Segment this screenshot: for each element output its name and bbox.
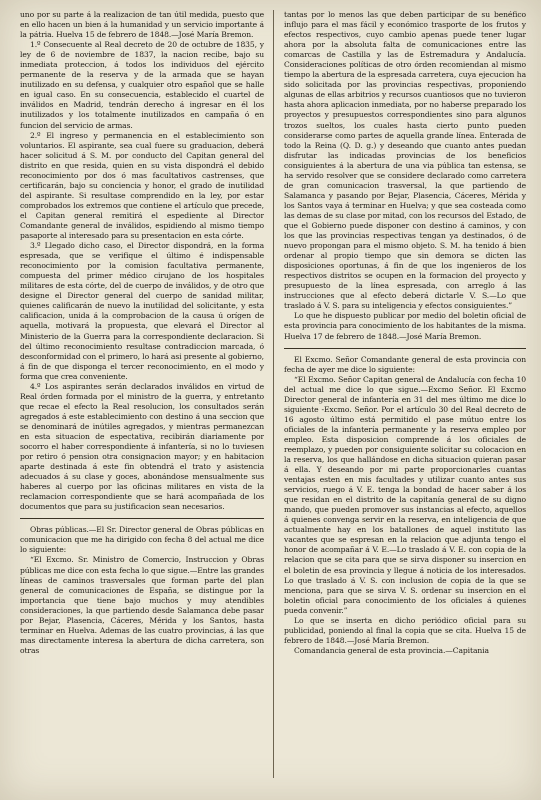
comandante-body: “El Excmo. Señor Capitan general de Andalucía con fecha 10 del actual me dice lo que sigue.—Excmo Señor. El Excmo Director general de infantería en 31 del mes último me dice lo siguiente -Excmo. Señor. Por el artículo 30 del Real decreto de 16 agosto último está permitido el pase mútuo entre los oficiales de la infantería permanente y la reserva empleo por empleo. Esta disposicion comprende á los oficiales de reemplazo, y pueden por consiguiente solicitar su colocacion en la reserva, los que hallándose en dicha situacion quieran pasar á ella. Y deseando por mi parte proporcionarles cuantas ventajas esten en mis facultades y utilizar cuanto antes sus servicios, ruego á V. E. tenga la bondad de hacer saber á los que residan en el distrito de la capitanía general de su digno mando, que pueden promover sus instancias al efecto, aquellos á quienes convenga servir en la reserva, en inteligencia de que actualmente hay en los batallones de aquel instituto las vacantes que se espresan en la relacion que adjunta tengo el honor de acompañar á V. E.—Lo traslado á V. E. con copia de la relacion que se cita para que se sirva disponer su insercion en el boletin de esa provincia y llegue á noticia de los interesados. Lo que traslado á V. S. con inclusion de copia de la que se menciona, para que se sirva V. S. ordenar su insercion en el boletin oficial para conocimiento de los oficiales á quienes pueda convenir.” bbox=[284, 374, 526, 615]
section-divider-right bbox=[284, 348, 526, 349]
obras-publicas-body: “El Excmo. Sr. Ministro de Comercio, Instruccion y Obras públicas me dice con esta fecha lo que sigue.—Entre las grandes líneas de caminos trasversales que forman parte del plan general de comunicaciones de España, se distingue por la importancia que tiene bajo muchos y muy atendibles consideraciones, la que partiendo desde Salamanca debe pasar por Bejar, Plasencia, Cáceres, Mérida y los Santos, hasta terminar en Huelva. Ademas de las cuatro provincias, á las que mas directamente interesa la abertura de dicha carretera, son otras bbox=[20, 555, 264, 655]
section-divider bbox=[20, 518, 264, 519]
paragraph-publication-note: Lo que he dispuesto publicar por medio del boletin oficial de esta provincia para conocimiento de los habitantes de la misma. Huelva 17 de febrero de 1848.—José María Bremon. bbox=[284, 311, 526, 341]
column-divider bbox=[273, 10, 274, 778]
paragraph-article-3: 3.º Llegado dicho caso, el Director dispondrá, en la forma espresada, que se verifique el último é indispensable reconocimiento por la comision facultativa permanente, compuesta del primer médico cirujano de los hospitales militares de esta córte, del de cuerpo de inválidos, y de otro que designe el Director general del cuerpo de sanidad militar, quienes calificarán de nuevo la inutilidad del solicitante, y esta calificacion, unida á la comprobacion de la causa ú orígen de aquella, motivará la propuesta, que elevará el Director al Ministerio de la Guerra para la correspondiente declaracion. Si del último reconocimiento resultase contradiccion marcada, ó desconformidad con el primero, lo hará asi presente al gobierno, á fin de que disponga el tercer reconocimiento, en el modo y forma que crea conveniente. bbox=[20, 241, 264, 381]
paragraph-continuation-right: tantas por lo menos las que deben participar de su benéfico influjo para el mas fácil y económico trasporte de los frutos y efectos respectivos, cuyo cambio apenas puede tener lugar ahora por la absoluta falta de comunicaciones entre las comarcas de Castilla y las de Estremadura y Andalucía. Consideraciones políticas de otro órden recomiendan al mismo tiempo la abertura de la espresada carretera, cuya ejecucion ha sido solicitada por las provincias respectivas, proponiendo algunas de ellas arbitrios y recursos cuantiosos que no tuvieron hasta ahora aplicacion inmediata, por no haberse preparado los proyectos y presupuestos correspondientes sino para algunos trozos sueltos, los cuales hasta cierto punto pueden considerarse como partes de aquella grande línea. Enterada de todo la Reina (Q. D. g.) y deseando que cuanto antes puedan disfrutar las indicadas provincias de los beneficios consiguientes á la abertura de una via pública tan estensa, se ha servido resolver que se considere declarado como carretera de gran comunicacion trasversal, la que partiendo de Salamanca y pasando por Bejar, Plasencia, Cáceres, Mérida y los Santos vaya á terminar en Huelva; y que sea costeada como las demas de su clase por mitad, con los recursos del Estado, de que el Gobierno puede disponer con destino á caminos, y con los que las provincias respectivas tengan ya destinados, ó de nuevo propongan para el mismo objeto. S. M. ha tenido á bien ordenar al propio tiempo que sin demora se dicten las disposiciones oportunas, á fin de que los ingenieros de los respectivos distritos se ocupen en la formacion del proyecto y presupuesto de la línea espresada, con arreglo á las instrucciones que al efecto deberá dictarle V. S.—Lo que traslado á V. S. para su inteligencia y efectos consiguientes.” bbox=[284, 10, 526, 311]
obras-publicas-heading-paragraph: Obras públicas.—El Sr. Director general de Obras públicas en comunicacion que me ha dirigido con fecha 8 del actual me dice lo siguiente: bbox=[20, 525, 264, 555]
comandancia-heading: Comandancia general de esta provincia.—Capitania bbox=[294, 645, 489, 655]
paragraph-article-1: 1.º Consecuente al Real decreto de 20 de octubre de 1835, y ley de 6 de noviembre de 1837, la nacion recibe, bajo su inmediata proteccion, á todos los individuos del ejército permanente de la reserva y de la armada que se hayan inutilizado en su defensa, y cualquier otro español que se halle en igual caso. En su consecuencia, establecido el cuartel de inválidos en Madrid, tendrán derecho á ingresar en él los inutilizados y los totalmente inutilizados en campaña ó en funcion del servicio de armas. bbox=[20, 40, 264, 130]
comandante-intro: El Excmo. Señor Comandante general de esta provincia con fecha de ayer me dice lo siguiente: bbox=[284, 354, 526, 374]
paragraph-continuation: uno por su parte á la realizacion de tan útil medida, puesto que en ello hacen un bien á la humanidad y un servicio importante á la pátria. Huelva 15 de febrero de 1848.—José María Bremon. bbox=[20, 10, 264, 40]
left-column bbox=[20, 10, 264, 782]
paragraph-article-4: 4.º Los aspirantes serán declarados inválidos en virtud de Real órden formada por el ministro de la guerra, y entretanto que recae el efecto la Real resolucion, los consultados serán agregados á este establecimiento con destino á una seccion que se denominará de inútiles agregados, y mientras permanezcan en esta situacion de espectativa, recibirán diariamente por socorro el haber correspondiente á infantería, si no lo tuviesen por retiro ó pension otra consignacion mayor; y en habitacion aparte destinada á este fin obtendrá el trato y asistencia adecuados á su clase y goces, abonándose mensualmente sus haberes al cuerpo por las oficinas militares en vista de la reclamacion correspondiente que se hará acompañada de los documentos que para su justificacion sean necesarios. bbox=[20, 381, 264, 512]
paragraph-article-2: 2.º El ingreso y permanencia en el establecimiento son voluntarios. El aspirante, sea cual fuere su graduacion, deberá hacer solicitud á S. M. por conducto del Capitan general del distrito en que resida, quien en su vista dispondrá el debido reconocimiento por dos ó mas facultativos castrenses, que certificarán, bajo su conciencia y honor, el grado de inutilidad del aspirante. Si resultase comprendido en la ley, por estar comprobados los extremos que contiene el artículo que precede, el Capitan general remitirá el espediente al Director Comandante general de inválidos, espidiendo al mismo tiempo pasaporte al interesado para su presentacion en esta córte. bbox=[20, 130, 264, 241]
comandante-publication-note: Lo que se inserta en dicho periódico oficial para su publicidad, poniendo al final la copia que se cita. Huelva 15 de febrero de 1848.—José María Bremon. bbox=[284, 615, 526, 645]
right-column bbox=[284, 10, 526, 782]
